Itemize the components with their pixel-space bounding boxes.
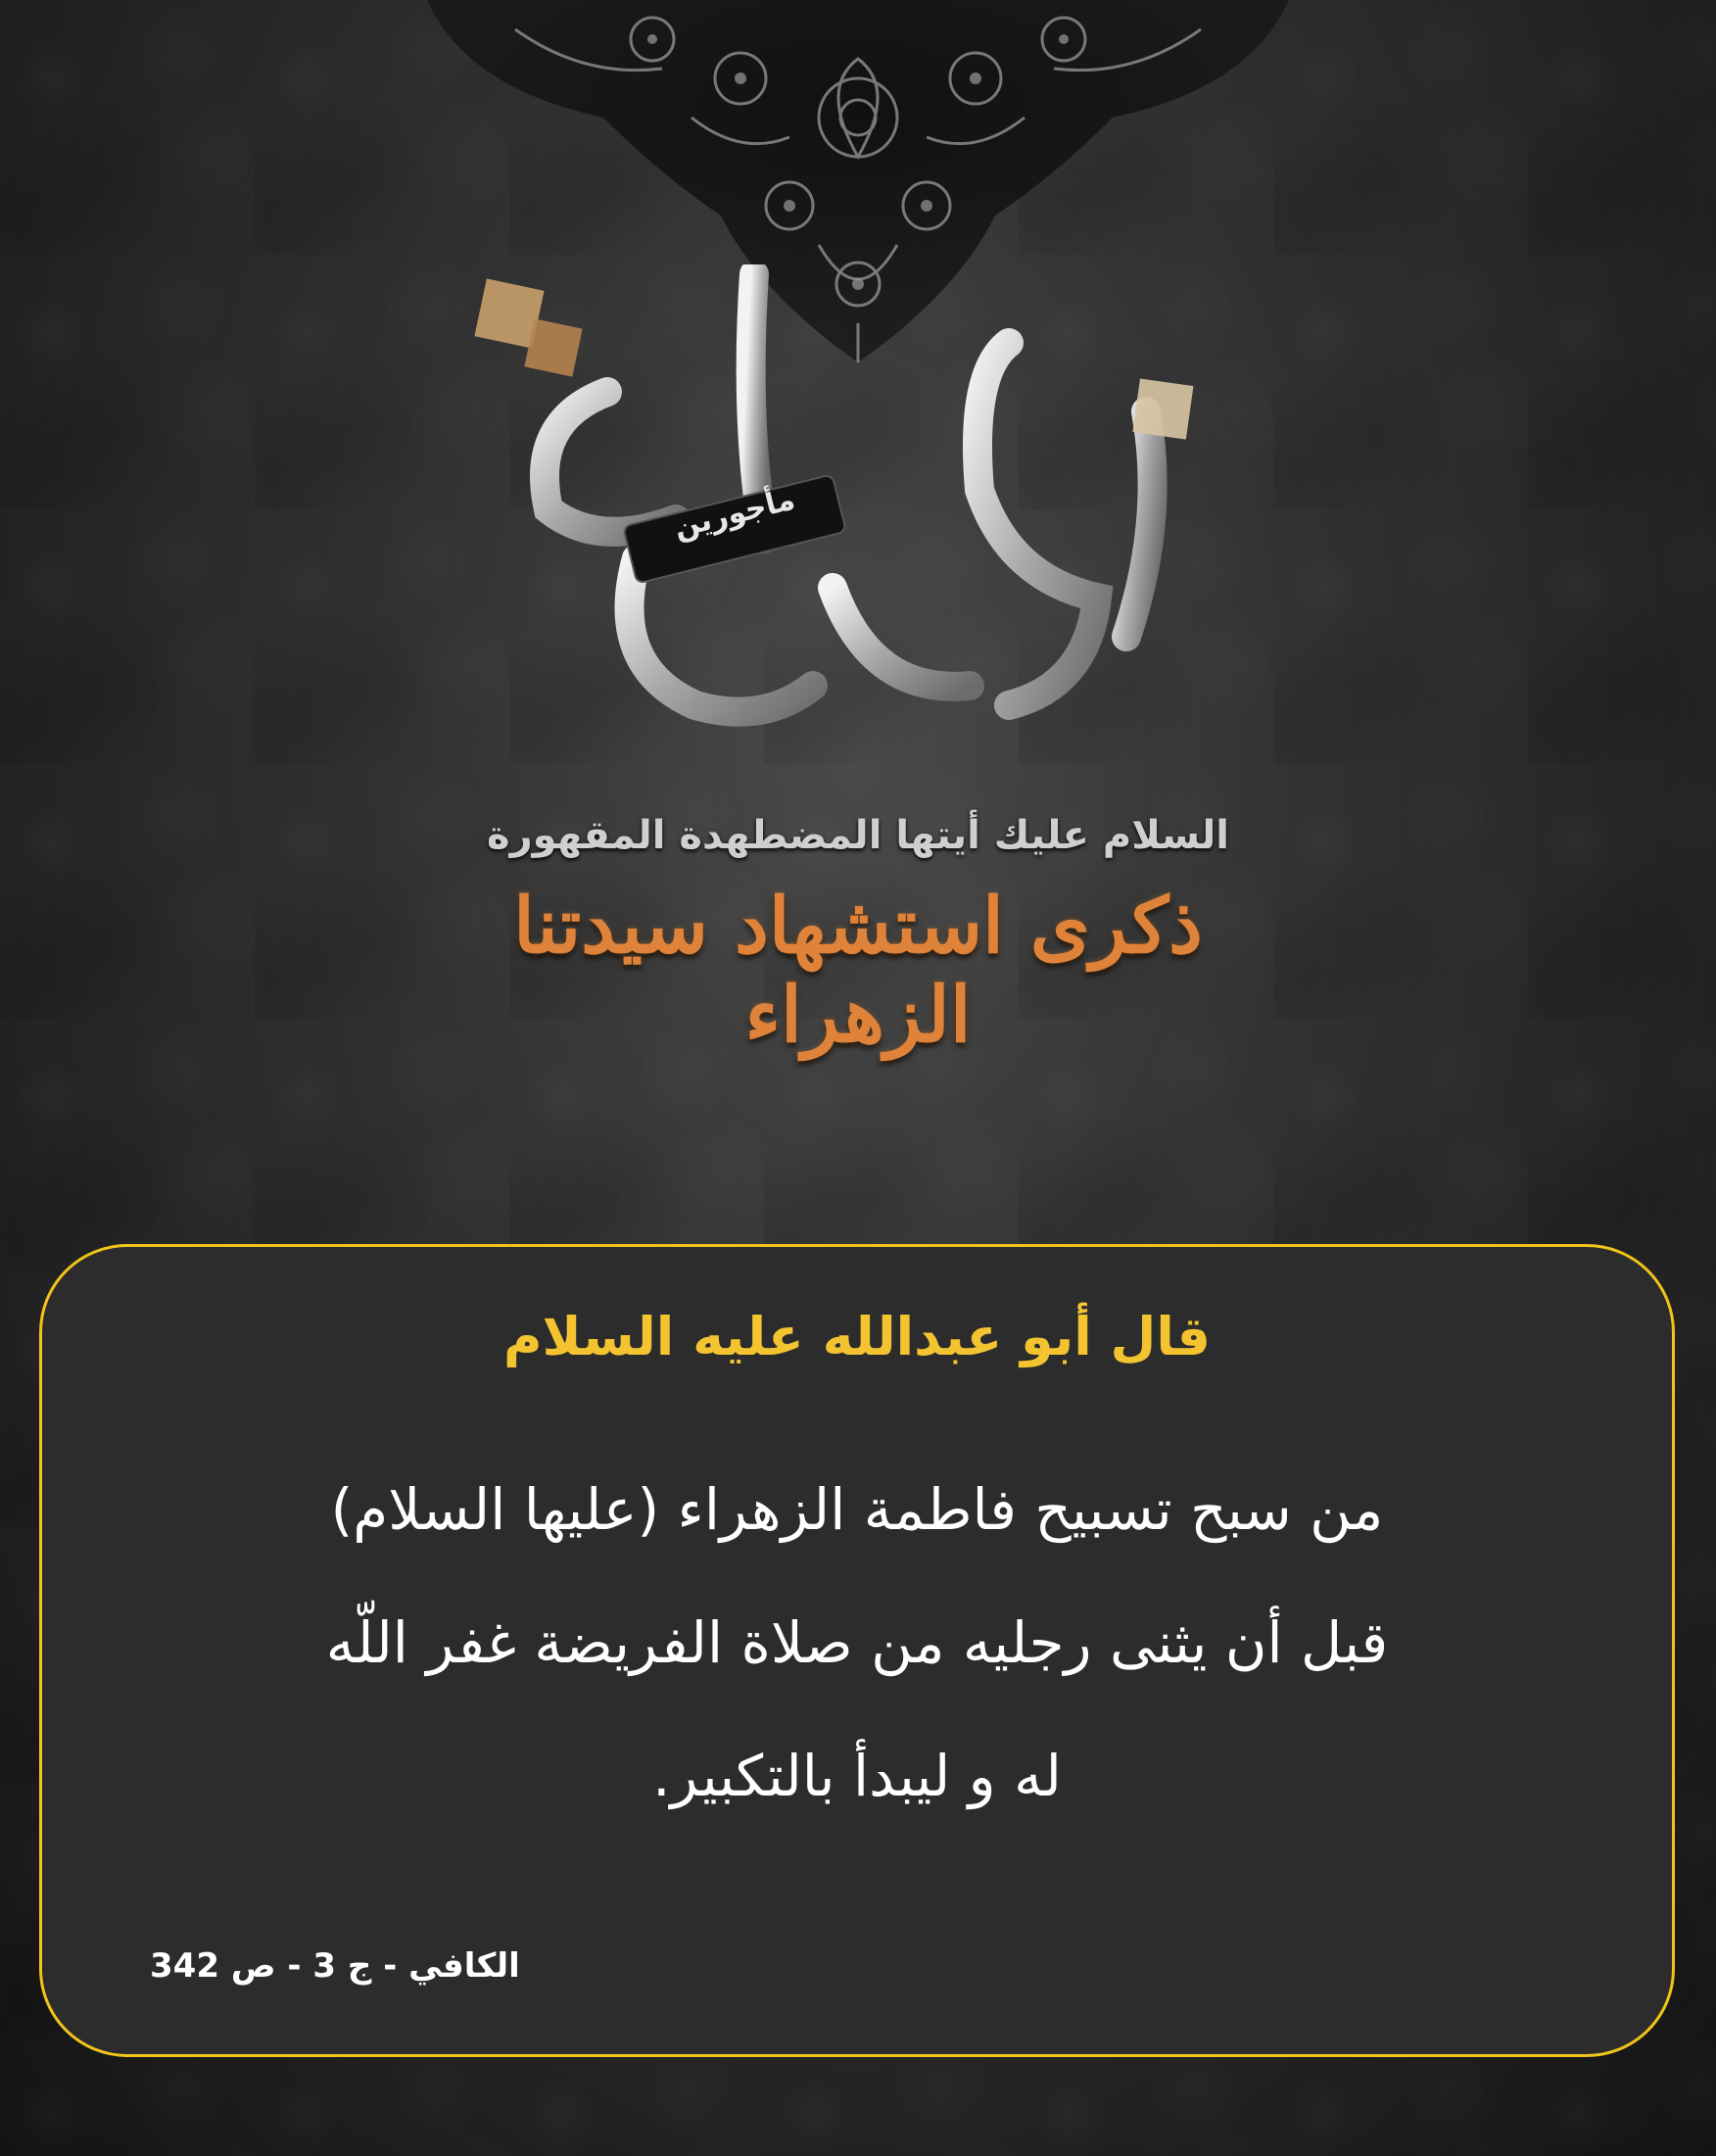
ribbon-label: مأجورين xyxy=(670,482,799,546)
quote-line: له و ليبدأ بالتكبير. xyxy=(652,1743,1062,1809)
quote-body xyxy=(101,1443,1613,1843)
quote-card xyxy=(39,1244,1675,2057)
occasion-title: ذكرى استشهاد سيدتنا الزهراء xyxy=(513,882,1203,1060)
quote-line: من سبح تسبيح فاطمة الزهراء (عليها السلام) xyxy=(330,1476,1384,1543)
quote-source: الكافي - ج 3 - ص 342 xyxy=(150,1946,520,1986)
quote-heading: قال أبو عبدالله عليه السلام xyxy=(502,1306,1212,1367)
salutation-text: السلام عليك أيتها المضطهدة المقهورة xyxy=(486,813,1230,858)
fatima-calligraphy-icon xyxy=(460,264,1244,793)
quote-line: قبل أن يثنى رجليه من صلاة الفريضة غفر اللّه xyxy=(325,1609,1389,1676)
